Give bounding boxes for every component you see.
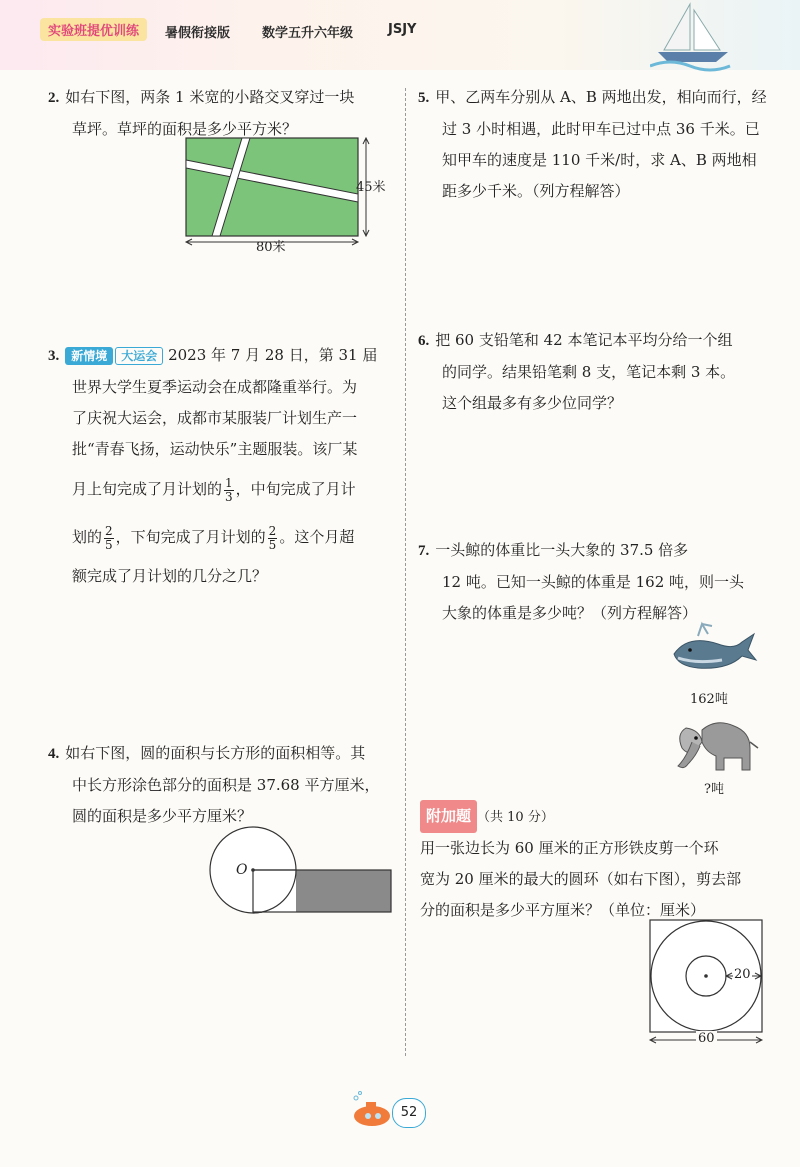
- elephant-icon: [672, 712, 762, 776]
- question-text: 距多少千米。（列方程解答）: [442, 182, 630, 200]
- question-5: [418, 82, 778, 207]
- question-text: 2023 年 7 月 28 日，第 31 届: [168, 346, 378, 364]
- elephant-weight-label: ?吨: [704, 782, 724, 797]
- lawn-height-label: 45米: [356, 180, 386, 195]
- question-text: 月上旬完成了月计划的: [72, 480, 223, 498]
- question-number: 4.: [48, 746, 60, 762]
- circle-rectangle-diagram: [205, 825, 400, 917]
- tag-universiade: 大运会: [115, 347, 163, 365]
- lawn-diagram: [180, 134, 410, 259]
- question-text: 分的面积是多少平方厘米？（单位：厘米）: [420, 901, 706, 919]
- question-text: 的同学。结果铅笔剩 8 支，笔记本剩 3 本。: [442, 363, 736, 381]
- question-text: 划的: [72, 528, 103, 546]
- question-text: 草坪。草坪的面积是多少平方米？: [72, 120, 298, 138]
- question-text: 一头鲸的体重比一头大象的 37.5 倍多: [435, 541, 689, 559]
- fraction-two-fifths: $\frac{2}{5}$: [268, 523, 277, 552]
- subject-label: 数学五升六年级: [262, 26, 354, 41]
- question-text: 这个组最多有多少位同学？: [442, 394, 623, 412]
- question-text: 批“青春飞扬，运动快乐”主题服装。该厂某: [72, 440, 358, 458]
- question-7: [418, 535, 778, 629]
- page-number: 52: [392, 1098, 426, 1128]
- question-text: 圆的面积是多少平方厘米？: [72, 807, 253, 825]
- whale-icon: [668, 620, 758, 680]
- brand-title: 实验班提优训练: [40, 18, 147, 41]
- question-text: ，中旬完成了月计: [235, 480, 356, 498]
- question-number: 7.: [418, 543, 430, 559]
- tag-new-context: 新情境: [65, 347, 113, 365]
- question-text: 知甲车的速度是 110 千米/时，求 A、B 两地相: [442, 151, 757, 169]
- edition-label: 暑假衔接版: [165, 26, 231, 41]
- question-text: 世界大学生夏季运动会在成都隆重举行。为: [72, 378, 358, 396]
- question-text: ，下旬完成了月计划的: [115, 528, 266, 546]
- page-header: [0, 0, 800, 70]
- question-text: 甲、乙两车分别从 A、B 两地出发，相向而行，经: [435, 88, 767, 106]
- code-label: JSJY: [388, 22, 417, 37]
- question-number: 3.: [48, 348, 60, 364]
- question-text: 过 3 小时相遇，此时甲车已过中点 36 千米。已: [442, 120, 760, 138]
- question-4: [48, 738, 403, 832]
- question-text: 中长方形涂色部分的面积是 37.68 平方厘米，: [72, 776, 380, 794]
- question-text: 如右下图，两条 1 米宽的小路交叉穿过一块: [65, 88, 355, 106]
- question-text: 额完成了月计划的几分之几？: [72, 567, 268, 585]
- question-number: 2.: [48, 90, 60, 106]
- sailboat-icon: [650, 0, 740, 72]
- bonus-points: （共 10 分）: [477, 810, 554, 825]
- whale-weight-label: 162吨: [690, 692, 728, 707]
- question-text: 大象的体重是多少吨？（列方程解答）: [442, 604, 698, 622]
- submarine-icon: [348, 1090, 396, 1130]
- question-3: [48, 340, 398, 592]
- question-text: 12 吨。已知一头鲸的体重是 162 吨，则一头: [442, 573, 745, 591]
- question-text: 。这个月超: [279, 528, 355, 546]
- question-text: 用一张边长为 60 厘米的正方形铁皮剪一个环: [420, 839, 719, 857]
- fraction-one-third: $\frac{1}{3}$: [225, 475, 233, 504]
- side-length-label: 60: [698, 1031, 715, 1046]
- question-number: 6.: [418, 333, 430, 349]
- ring-width-label: 20: [734, 967, 751, 982]
- bonus-question: [420, 800, 780, 926]
- question-text: 把 60 支铅笔和 42 本笔记本平均分给一个组: [435, 331, 733, 349]
- question-6: [418, 325, 778, 419]
- question-text: 了庆祝大运会，成都市某服装厂计划生产一: [72, 409, 358, 427]
- question-number: 5.: [418, 90, 430, 106]
- fraction-two-fifths: $\frac{2}{5}$: [105, 523, 113, 552]
- question-text: 宽为 20 厘米的最大的圆环（如右下图），剪去部: [420, 870, 742, 888]
- center-label: O: [236, 862, 248, 878]
- bonus-badge: 附加题: [420, 800, 477, 833]
- lawn-width-label: 80米: [256, 240, 286, 255]
- lawn-rect: [186, 138, 358, 236]
- question-text: 如右下图，圆的面积与长方形的面积相等。其: [65, 744, 366, 762]
